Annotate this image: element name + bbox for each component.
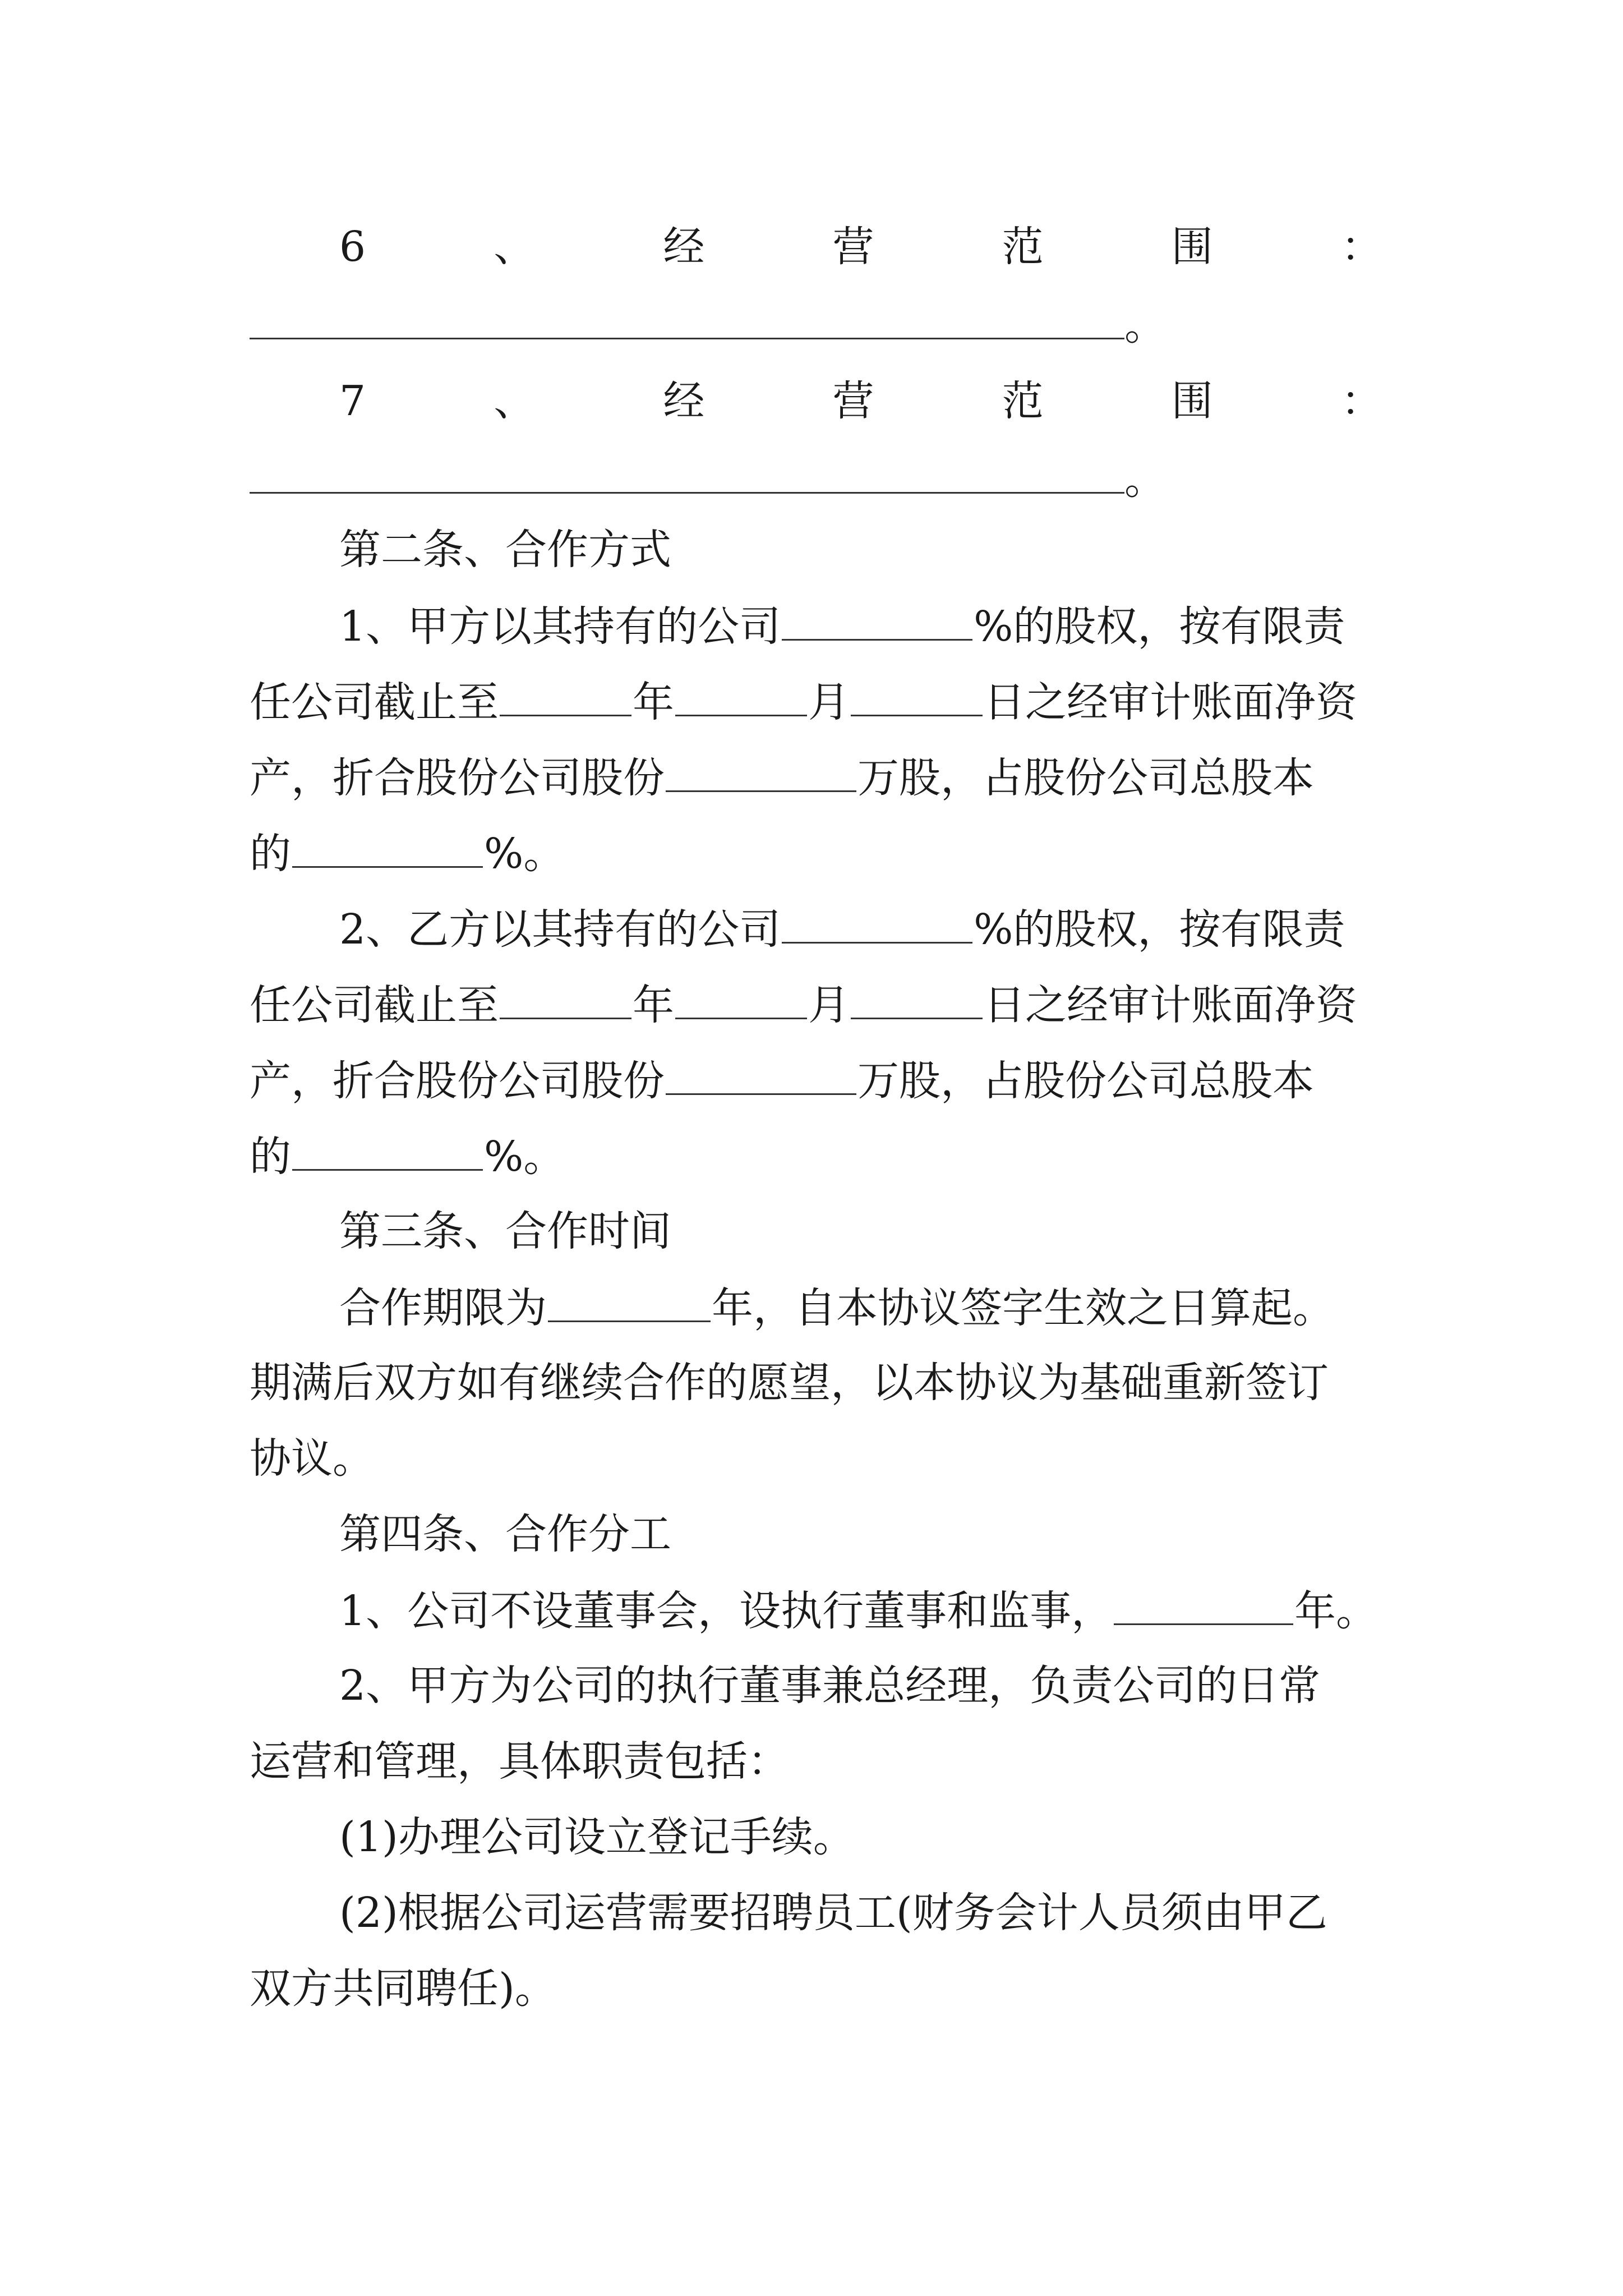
- blank-year-b: [500, 976, 631, 1019]
- article-2-p2-month: 月: [808, 981, 850, 1029]
- blank-term-years: [548, 1279, 711, 1322]
- article-2-p1-line-3: [250, 749, 1314, 806]
- item-7-char-2: 营: [832, 377, 874, 425]
- item-6-colon: ：: [1340, 223, 1382, 271]
- article-2-p1-text-a: 1、甲方以其持有的公司: [339, 602, 781, 651]
- item-6-char-1: 经: [663, 223, 705, 271]
- blank-total-percent-b: [292, 1128, 483, 1171]
- article-4-title: 第四条、合作分工: [339, 1510, 671, 1558]
- article-3-line-1: [250, 1279, 1334, 1336]
- item-7-period: 。: [1124, 455, 1166, 504]
- blank-total-percent-a: [292, 825, 483, 868]
- item-6-period: 。: [1124, 301, 1166, 349]
- article-2-p1-text-c: 任公司截止至: [250, 678, 499, 726]
- article-2-p2-year: 年: [633, 981, 674, 1029]
- item-7-blank-line: [250, 452, 1166, 508]
- blank-day-a: [851, 673, 983, 716]
- article-2-p1-text-g: 的: [250, 830, 291, 878]
- article-3-line-2: 期满后双方如有继续合作的愿望，以本协议为基础重新签订: [250, 1359, 1329, 1407]
- article-4-p1-text-a: 1、公司不设董事会，设执行董事和监事，: [339, 1587, 1113, 1635]
- article-3-line-3: 协议。: [250, 1434, 374, 1483]
- article-2-p1-year: 年: [633, 678, 674, 726]
- article-3-text-a: 合作期限为: [339, 1284, 547, 1332]
- article-2-title: 第二条、合作方式: [339, 526, 671, 574]
- item-7-sep: 、: [494, 377, 536, 425]
- item-7-fill-rule: [250, 453, 1124, 494]
- blank-shares-b: [666, 1052, 856, 1095]
- item-6-char-4: 围: [1171, 223, 1213, 271]
- article-2-p2-text-a: 2、乙方以其持有的公司: [339, 905, 781, 954]
- article-4-p1: [250, 1582, 1377, 1639]
- blank-month-a: [675, 673, 807, 716]
- item-6-line: [250, 219, 1382, 275]
- article-2-p2-line-3: [250, 1052, 1314, 1109]
- article-2-p1-text-f: 万股，占股份公司总股本: [857, 754, 1314, 802]
- article-2-p2-line-4: [250, 1128, 565, 1185]
- item-7-char-3: 范: [1002, 377, 1044, 425]
- item-7-colon: ：: [1340, 377, 1382, 425]
- item-7-number: 7: [339, 377, 366, 425]
- article-2-p2-text-f: 万股，占股份公司总股本: [857, 1057, 1314, 1105]
- article-4-p1-text-b: 年。: [1294, 1587, 1378, 1635]
- item-6-sep: 、: [494, 223, 536, 271]
- item-7-char-1: 经: [663, 377, 705, 425]
- article-4-p2-line-2: 运营和管理，具体职责包括：: [250, 1737, 789, 1786]
- blank-day-b: [851, 976, 983, 1019]
- article-2-p2-text-e: 产，折合股份公司股份: [250, 1057, 665, 1105]
- item-6-blank-line: [250, 297, 1166, 353]
- article-2-p2-text-d: 日之经审计账面净资: [984, 981, 1357, 1029]
- article-2-p1-text-b: %的股权，按有限责: [974, 602, 1345, 651]
- item-7-char-4: 围: [1171, 377, 1213, 425]
- article-2-p1-line-2: [250, 673, 1357, 730]
- item-6-fill-rule: [250, 298, 1124, 339]
- article-3-text-b: 年，自本协议签字生效之日算起。: [712, 1284, 1334, 1332]
- blank-year-a: [500, 673, 631, 716]
- article-2-p1-line-4: [250, 825, 565, 882]
- article-2-p2-text-h: %。: [484, 1133, 565, 1181]
- article-2-p2-line-2: [250, 976, 1357, 1033]
- blank-share-percent-a: [782, 597, 972, 641]
- article-2-p2-line-1: [250, 900, 1345, 958]
- article-2-p2-text-b: %的股权，按有限责: [974, 905, 1345, 954]
- blank-shares-a: [666, 749, 856, 792]
- article-4-sub-1: (1)办理公司设立登记手续。: [339, 1813, 855, 1861]
- blank-share-percent-b: [782, 900, 972, 944]
- article-2-p1-text-h: %。: [484, 830, 565, 878]
- article-4-p2-line-1: 2、甲方为公司的执行董事兼总经理，负责公司的日常: [339, 1662, 1321, 1710]
- item-7-line: [250, 373, 1382, 429]
- article-2-p1-text-e: 产，折合股份公司股份: [250, 754, 665, 802]
- article-2-p1-line-1: [250, 597, 1345, 655]
- article-4-sub-2-line-1: (2)根据公司运营需要招聘员工(财务会计人员须由甲乙: [339, 1889, 1327, 1937]
- article-2-p1-text-d: 日之经审计账面净资: [984, 678, 1357, 726]
- blank-director-term: [1114, 1582, 1293, 1625]
- item-6-number: 6: [339, 223, 366, 271]
- article-2-p1-month: 月: [808, 678, 850, 726]
- article-3-title: 第三条、合作时间: [339, 1207, 671, 1255]
- article-4-sub-2-line-2: 双方共同聘任)。: [250, 1964, 556, 2013]
- blank-month-b: [675, 976, 807, 1019]
- item-6-char-2: 营: [832, 223, 874, 271]
- article-2-p2-text-g: 的: [250, 1133, 291, 1181]
- article-2-p2-text-c: 任公司截止至: [250, 981, 499, 1029]
- item-6-char-3: 范: [1002, 223, 1044, 271]
